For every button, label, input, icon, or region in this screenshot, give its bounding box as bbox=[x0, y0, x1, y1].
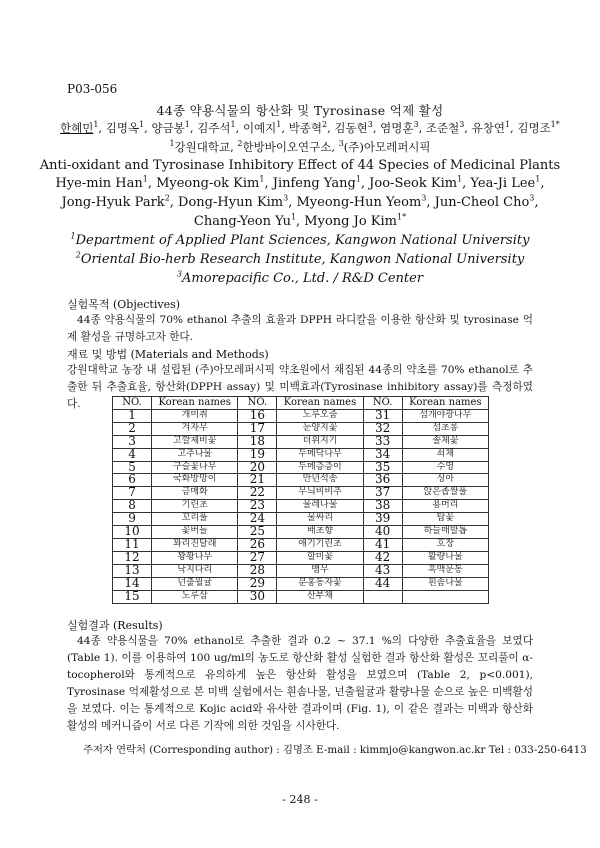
header-no: NO. bbox=[238, 397, 277, 410]
korean-author-sup: 3 bbox=[367, 120, 373, 130]
korean-author-name: 박종혁 bbox=[288, 121, 322, 135]
cell-no: 14 bbox=[113, 577, 152, 590]
cell-no bbox=[363, 590, 402, 603]
cell-korean-name bbox=[402, 590, 488, 603]
aff-text: Oriental Bio-herb Research Institute, Kangwon National University bbox=[80, 252, 525, 267]
cell-korean-name: 고추나물 bbox=[152, 448, 238, 461]
cell-no: 4 bbox=[113, 448, 152, 461]
table-row bbox=[113, 526, 489, 539]
affiliation-sup: 3 bbox=[338, 139, 344, 149]
cell-no: 12 bbox=[113, 551, 152, 564]
cell-no: 34 bbox=[363, 448, 402, 461]
cell-korean-name: 두메층층이 bbox=[277, 461, 363, 474]
korean-author-sup: 2 bbox=[322, 120, 328, 130]
korean-authors bbox=[60, 120, 560, 136]
korean-author-sup: 3 bbox=[413, 120, 419, 130]
cell-no: 16 bbox=[238, 409, 277, 422]
cell-korean-name: 금매화 bbox=[152, 487, 238, 500]
header-korean-names: Korean names bbox=[152, 397, 238, 410]
cell-no: 27 bbox=[238, 551, 277, 564]
english-author-name: Hye-min Han bbox=[55, 176, 143, 191]
korean-author-name: 김명조 bbox=[517, 121, 551, 135]
english-affiliation-2 bbox=[0, 252, 600, 267]
affiliation-text: 강원대학교, bbox=[174, 140, 238, 154]
cell-korean-name: 겨자무 bbox=[152, 422, 238, 435]
cell-korean-name: 앉은좁쌀풀 bbox=[402, 487, 488, 500]
table-row bbox=[113, 513, 489, 526]
english-author-sup: 1 bbox=[457, 174, 463, 184]
cell-no: 24 bbox=[238, 513, 277, 526]
author-separator: , bbox=[189, 121, 198, 135]
table-row bbox=[113, 461, 489, 474]
header-no: NO. bbox=[363, 397, 402, 410]
english-author-sup: 3 bbox=[421, 193, 427, 203]
english-author-sup: 1 bbox=[142, 174, 148, 184]
cell-korean-name: 기린초 bbox=[152, 500, 238, 513]
english-authors-line-2 bbox=[0, 195, 600, 210]
cell-korean-name: 만년석송 bbox=[277, 474, 363, 487]
english-author-sup: 1 bbox=[355, 174, 361, 184]
english-author-name: , Myeong-Hun Yeom bbox=[288, 195, 422, 210]
objectives-heading: 실험목적 (Objectives) bbox=[67, 298, 181, 311]
header-no: NO. bbox=[113, 397, 152, 410]
author-separator: , bbox=[372, 121, 381, 135]
korean-author-name: 김주석 bbox=[197, 121, 231, 135]
aff-text: Department of Applied Plant Sciences, Kangwon National University bbox=[75, 233, 530, 248]
english-author-sup: 1 bbox=[290, 212, 297, 222]
cell-no: 7 bbox=[113, 487, 152, 500]
author-separator: , bbox=[510, 121, 518, 135]
cell-korean-name: 고깔제비꽃 bbox=[152, 435, 238, 448]
korean-author-sup: 1 bbox=[184, 120, 190, 130]
methods-text: 강원대학교 농장 내 설립된 (주)아모레퍼시픽 약초원에서 채집된 44종의 약초를 70% ethanol로 추출한 뒤 추출효율, 항산화(DPPH assay) 및 미백효과(Tyrosinase inhibitory assay)를 측정하였다. bbox=[67, 364, 533, 410]
cell-no: 33 bbox=[363, 435, 402, 448]
presenter-name: 한혜민 bbox=[60, 121, 94, 135]
cell-korean-name: 구슬꽃나무 bbox=[152, 461, 238, 474]
affiliation-sup: 1 bbox=[169, 139, 175, 149]
author-separator: , bbox=[235, 121, 243, 135]
cell-no: 8 bbox=[113, 500, 152, 513]
cell-no: 44 bbox=[363, 577, 402, 590]
korean-author-sup: 1* bbox=[550, 120, 560, 130]
cell-no: 28 bbox=[238, 564, 277, 577]
author-separator: , bbox=[98, 121, 106, 135]
objectives-text: 44종 약용식물의 70% ethanol 추출의 효율과 DPPH 라디칼을 이용한 항산화 및 tyrosinase 억제 활성을 규명하고자 한다. bbox=[67, 314, 533, 343]
korean-author-name: 김명옥 bbox=[105, 121, 140, 135]
cell-korean-name: 국화방망이 bbox=[152, 474, 238, 487]
aff-sup: 3 bbox=[176, 269, 183, 279]
cell-korean-name: 탑꽃 bbox=[402, 513, 488, 526]
cell-korean-name: 할미꽃 bbox=[277, 551, 363, 564]
author-separator: , bbox=[418, 121, 426, 135]
english-author-name: , bbox=[540, 176, 545, 191]
korean-affiliations bbox=[0, 139, 600, 155]
cell-no: 5 bbox=[113, 461, 152, 474]
cell-no: 32 bbox=[363, 422, 402, 435]
cell-korean-name: 쇠채 bbox=[402, 448, 488, 461]
cell-no: 35 bbox=[363, 461, 402, 474]
cell-korean-name: 물싸리 bbox=[277, 513, 363, 526]
cell-no: 9 bbox=[113, 513, 152, 526]
cell-korean-name: 섬개야광나무 bbox=[402, 409, 488, 422]
cell-korean-name: 용머리 bbox=[402, 500, 488, 513]
cell-no: 20 bbox=[238, 461, 277, 474]
table-row bbox=[113, 487, 489, 500]
korean-author-sup: 1 bbox=[276, 120, 282, 130]
korean-author-name: 양금봉 bbox=[151, 121, 185, 135]
cell-korean-name: 낙지다리 bbox=[152, 564, 238, 577]
cell-no: 42 bbox=[363, 551, 402, 564]
cell-korean-name: 노루오줌 bbox=[277, 409, 363, 422]
cell-korean-name: 두메닥나무 bbox=[277, 448, 363, 461]
cell-korean-name: 노루삼 bbox=[152, 590, 238, 603]
cell-no: 11 bbox=[113, 538, 152, 551]
english-author-sup: 3 bbox=[283, 193, 289, 203]
english-author-sup: 1 bbox=[535, 174, 541, 184]
cell-no: 25 bbox=[238, 526, 277, 539]
table-row bbox=[113, 538, 489, 551]
korean-author-name: 유창연 bbox=[471, 121, 505, 135]
english-author-name: Jong-Hyuk Park bbox=[61, 195, 165, 210]
english-author-name: , Joo-Seok Kim bbox=[360, 176, 458, 191]
english-author-name: , bbox=[534, 195, 539, 210]
header-korean-names: Korean names bbox=[277, 397, 363, 410]
table-row bbox=[113, 551, 489, 564]
cell-korean-name: 넌출월귤 bbox=[152, 577, 238, 590]
cell-korean-name: 산부채 bbox=[277, 590, 363, 603]
english-authors-line-1 bbox=[0, 176, 600, 191]
cell-korean-name: 섬초롱 bbox=[402, 422, 488, 435]
cell-korean-name: 흑맥문동 bbox=[402, 564, 488, 577]
korean-author-sup: 3 bbox=[459, 120, 465, 130]
results-heading: 실험결과 (Results) bbox=[67, 619, 163, 632]
cell-korean-name: 애기기린초 bbox=[277, 538, 363, 551]
cell-no: 17 bbox=[238, 422, 277, 435]
cell-no: 43 bbox=[363, 564, 402, 577]
korean-author-sup: 1 bbox=[230, 120, 236, 130]
cell-no: 36 bbox=[363, 474, 402, 487]
corresponding-author-contact: 주저자 연락처 (Corresponding author) : 김명조 E-mail : kimmjo@kangwon.ac.kr Tel : 033-250-6413 bbox=[83, 744, 587, 756]
affiliation-sup: 2 bbox=[237, 139, 243, 149]
cell-no: 22 bbox=[238, 487, 277, 500]
korean-title: 44종 약용식물의 항산화 및 Tyrosinase 억제 활성 bbox=[156, 103, 444, 118]
cell-no: 37 bbox=[363, 487, 402, 500]
cell-korean-name: 분홍동자꽃 bbox=[277, 577, 363, 590]
cell-no: 40 bbox=[363, 526, 402, 539]
table-row bbox=[113, 435, 489, 448]
table-row bbox=[113, 422, 489, 435]
cell-no: 15 bbox=[113, 590, 152, 603]
korean-author-name: 김동현 bbox=[334, 121, 368, 135]
cell-no: 30 bbox=[238, 590, 277, 603]
korean-author-name: 이예지 bbox=[242, 121, 277, 135]
english-author-name: , Dong-Hyun Kim bbox=[169, 195, 284, 210]
cell-korean-name: 싱아 bbox=[402, 474, 488, 487]
table-row bbox=[113, 564, 489, 577]
author-separator: , bbox=[144, 121, 152, 135]
author-separator: , bbox=[327, 121, 335, 135]
cell-korean-name: 활량나물 bbox=[402, 551, 488, 564]
korean-author-name: 염명훈 bbox=[380, 121, 414, 135]
cell-korean-name: 무늬비비추 bbox=[277, 487, 363, 500]
cell-korean-name: 꽈리진달래 bbox=[152, 538, 238, 551]
english-author-name: , Myong Jo Kim bbox=[296, 214, 397, 229]
cell-no: 1 bbox=[113, 409, 152, 422]
cell-no: 6 bbox=[113, 474, 152, 487]
english-affiliation-1 bbox=[0, 233, 600, 248]
methods-heading: 재료 및 방법 (Materials and Methods) bbox=[67, 348, 269, 361]
table-row bbox=[113, 409, 489, 422]
presenter-sup: 1 bbox=[93, 120, 99, 130]
cell-korean-name: 솔체꽃 bbox=[402, 435, 488, 448]
cell-no: 23 bbox=[238, 500, 277, 513]
cell-no: 41 bbox=[363, 538, 402, 551]
aff-sup: 1 bbox=[70, 231, 76, 241]
cell-korean-name: 더위지기 bbox=[277, 435, 363, 448]
results-text: 44종 약용식물을 70% ethanol로 추출한 결과 0.2 ~ 37.1 %의 다양한 추출효율을 보였다 (Table 1). 이를 이용하여 100 ug/ml의 농도로 항산화 활성 실험한 결과 항산화 활성은 꼬리풀이 α-tocopherol와 통계적으로 유의하게 높은 항산화 활성을 보였으며 (Table 2, p<0.001), Tyrosinase 억제활성으로 본 미백 실험에서는 흰솜나물, 넌출월귤과 활량나물 순으로 높은 미백활성을 보였다. 이는 통계적으로 Kojic acid와 유사한 결과이며 (Fig. 1), 이 같은 결과는 미백과 항산화 활성의 메커니즘이 서로 다른 기작에 의한 것임을 시사한다. bbox=[67, 635, 533, 732]
english-author-sup: 3 bbox=[529, 193, 535, 203]
aff-sup: 2 bbox=[75, 250, 81, 260]
cell-no: 3 bbox=[113, 435, 152, 448]
cell-korean-name: 수영 bbox=[402, 461, 488, 474]
cell-no: 38 bbox=[363, 500, 402, 513]
korean-author-sup: 1 bbox=[139, 120, 145, 130]
cell-korean-name: 흰솜나물 bbox=[402, 577, 488, 590]
cell-no: 2 bbox=[113, 422, 152, 435]
table-row bbox=[113, 500, 489, 513]
english-author-name: Chang-Yeon Yu bbox=[193, 214, 291, 229]
author-separator: , bbox=[281, 121, 289, 135]
table-row bbox=[113, 590, 489, 603]
abstract-code: P03-056 bbox=[67, 82, 118, 96]
english-author-sup: 2 bbox=[164, 193, 170, 203]
cell-no: 39 bbox=[363, 513, 402, 526]
korean-author-sup: 1 bbox=[504, 120, 511, 130]
cell-korean-name: 개미취 bbox=[152, 409, 238, 422]
english-author-name: , Myeong-ok Kim bbox=[147, 176, 260, 191]
english-authors-line-3 bbox=[0, 214, 600, 229]
cell-korean-name: 하늘매발톱 bbox=[402, 526, 488, 539]
english-author-name: , Jun-Cheol Cho bbox=[426, 195, 530, 210]
table-row bbox=[113, 577, 489, 590]
affiliation-text: 한방바이오연구소, bbox=[242, 140, 339, 154]
korean-author-name: 조준철 bbox=[425, 121, 460, 135]
cell-no: 26 bbox=[238, 538, 277, 551]
english-author-sup: 1 bbox=[259, 174, 265, 184]
english-title: Anti-oxidant and Tyrosinase Inhibitory Effect of 44 Species of Medicinal Plants bbox=[39, 158, 561, 173]
cell-korean-name: 꼬리풀 bbox=[152, 513, 238, 526]
table-header-row bbox=[113, 397, 489, 410]
header-korean-names: Korean names bbox=[402, 397, 488, 410]
cell-korean-name: 배초향 bbox=[277, 526, 363, 539]
cell-no: 21 bbox=[238, 474, 277, 487]
cell-no: 10 bbox=[113, 526, 152, 539]
cell-no: 13 bbox=[113, 564, 152, 577]
plant-names-table bbox=[112, 396, 489, 604]
author-separator: , bbox=[464, 121, 472, 135]
english-author-name: , Yea-Ji Lee bbox=[462, 176, 536, 191]
cell-no: 29 bbox=[238, 577, 277, 590]
cell-korean-name: 꽝꽝나무 bbox=[152, 551, 238, 564]
page-number: - 248 - bbox=[282, 793, 318, 806]
english-author-sup: 1* bbox=[396, 212, 407, 222]
table-row bbox=[113, 448, 489, 461]
cell-korean-name: 뱀무 bbox=[277, 564, 363, 577]
cell-korean-name: 물레나물 bbox=[277, 500, 363, 513]
cell-korean-name: 호장 bbox=[402, 538, 488, 551]
table-row bbox=[113, 474, 489, 487]
cell-no: 19 bbox=[238, 448, 277, 461]
english-author-name: , Jinfeng Yang bbox=[264, 176, 356, 191]
aff-text: Amorepacific Co., Ltd. / R&D Center bbox=[182, 271, 424, 286]
cell-korean-name: 눈양지꽃 bbox=[277, 422, 363, 435]
affiliation-text: (주)아모레퍼시픽 bbox=[343, 140, 431, 154]
cell-no: 31 bbox=[363, 409, 402, 422]
cell-no: 18 bbox=[238, 435, 277, 448]
english-affiliation-3 bbox=[0, 271, 600, 286]
cell-korean-name: 꽃버들 bbox=[152, 526, 238, 539]
